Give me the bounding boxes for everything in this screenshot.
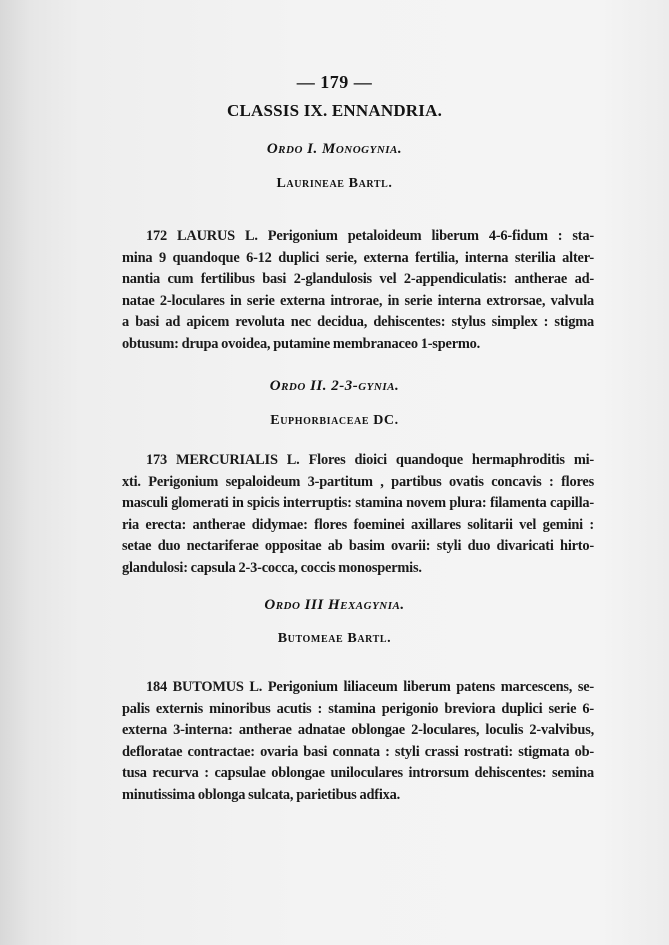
ordo-heading-3: Ordo III Hexagynia. xyxy=(264,597,405,613)
entry-line: 172 LAURUS L. Perigonium petaloideum liberum 4-6-fidum : sta- xyxy=(146,228,594,244)
entry-line: 173 MERCURIALIS L. Flores dioici quandoque hermaphroditis mi- xyxy=(146,452,594,468)
entry-butomus xyxy=(122,677,594,807)
entry-line: 184 BUTOMUS L. Perigonium liliaceum liberum patens marcescens, se- xyxy=(146,679,594,695)
entry-line: obtusum: drupa ovoidea, putamine membranaceo 1-spermo. xyxy=(122,335,481,352)
entry-line: minutissima oblonga sulcata, parietibus adfixa. xyxy=(122,786,401,803)
ordo-heading-2: Ordo II. 2-3-gynia. xyxy=(269,378,400,394)
ordo-heading-1: Ordo I. Monogynia. xyxy=(266,141,403,157)
family-heading-3: Butomeae Bartl. xyxy=(277,631,392,646)
entry-line: a basi ad apicem revoluta nec decidua, dehiscentes: stylus simplex : stigma xyxy=(122,314,594,331)
entry-line: ria erecta: antherae didymae: flores foeminei axillares solitarii vel gemini : xyxy=(122,516,594,533)
entry-line: palis externis minoribus acutis : stamina perigonio breviora duplici serie 6- xyxy=(122,700,594,717)
entry-laurus xyxy=(122,226,594,356)
entry-line: setae duo nectariferae oppositae ab basim ovarii: styli duo divaricati hirto- xyxy=(122,538,594,555)
entry-mercurialis xyxy=(122,450,594,580)
entry-line: defloratae contractae: ovaria basi connata : styli crassi rostrati: stigmata ob- xyxy=(122,743,594,760)
entry-line: masculi glomerati in spicis interruptis: stamina novem plura: filamenta capilla- xyxy=(122,495,594,512)
entry-line: natae 2-loculares in serie externa introrae, in serie interna extrorsae, valvula xyxy=(122,292,594,309)
family-heading-1: Laurineae Bartl. xyxy=(276,176,393,191)
page-number: — 179 — xyxy=(296,72,373,92)
entry-line: glandulosi: capsula 2-3-cocca, coccis monospermis. xyxy=(122,559,422,576)
entry-line: externa 3-interna: antherae adnatae oblongae 2-loculares, loculis 2-valvibus, xyxy=(122,722,594,739)
entry-line: nantia cum fertilibus basi 2-glandulosis vel 2-appendiculatis: antherae ad- xyxy=(122,271,594,288)
entry-line: mina 9 quandoque 6-12 duplici serie, externa fertilia, interna sterilia alter- xyxy=(122,249,594,266)
class-title: CLASSIS IX. ENNANDRIA. xyxy=(226,101,443,120)
entry-line: tusa recurva : capsulae oblongae uniloculares introrsum dehiscentes: semina xyxy=(122,765,594,782)
family-heading-2: Euphorbiaceae DC. xyxy=(270,413,399,428)
entry-line: xti. Perigonium sepaloideum 3-partitum , partibus ovatis concavis : flores xyxy=(122,473,594,490)
